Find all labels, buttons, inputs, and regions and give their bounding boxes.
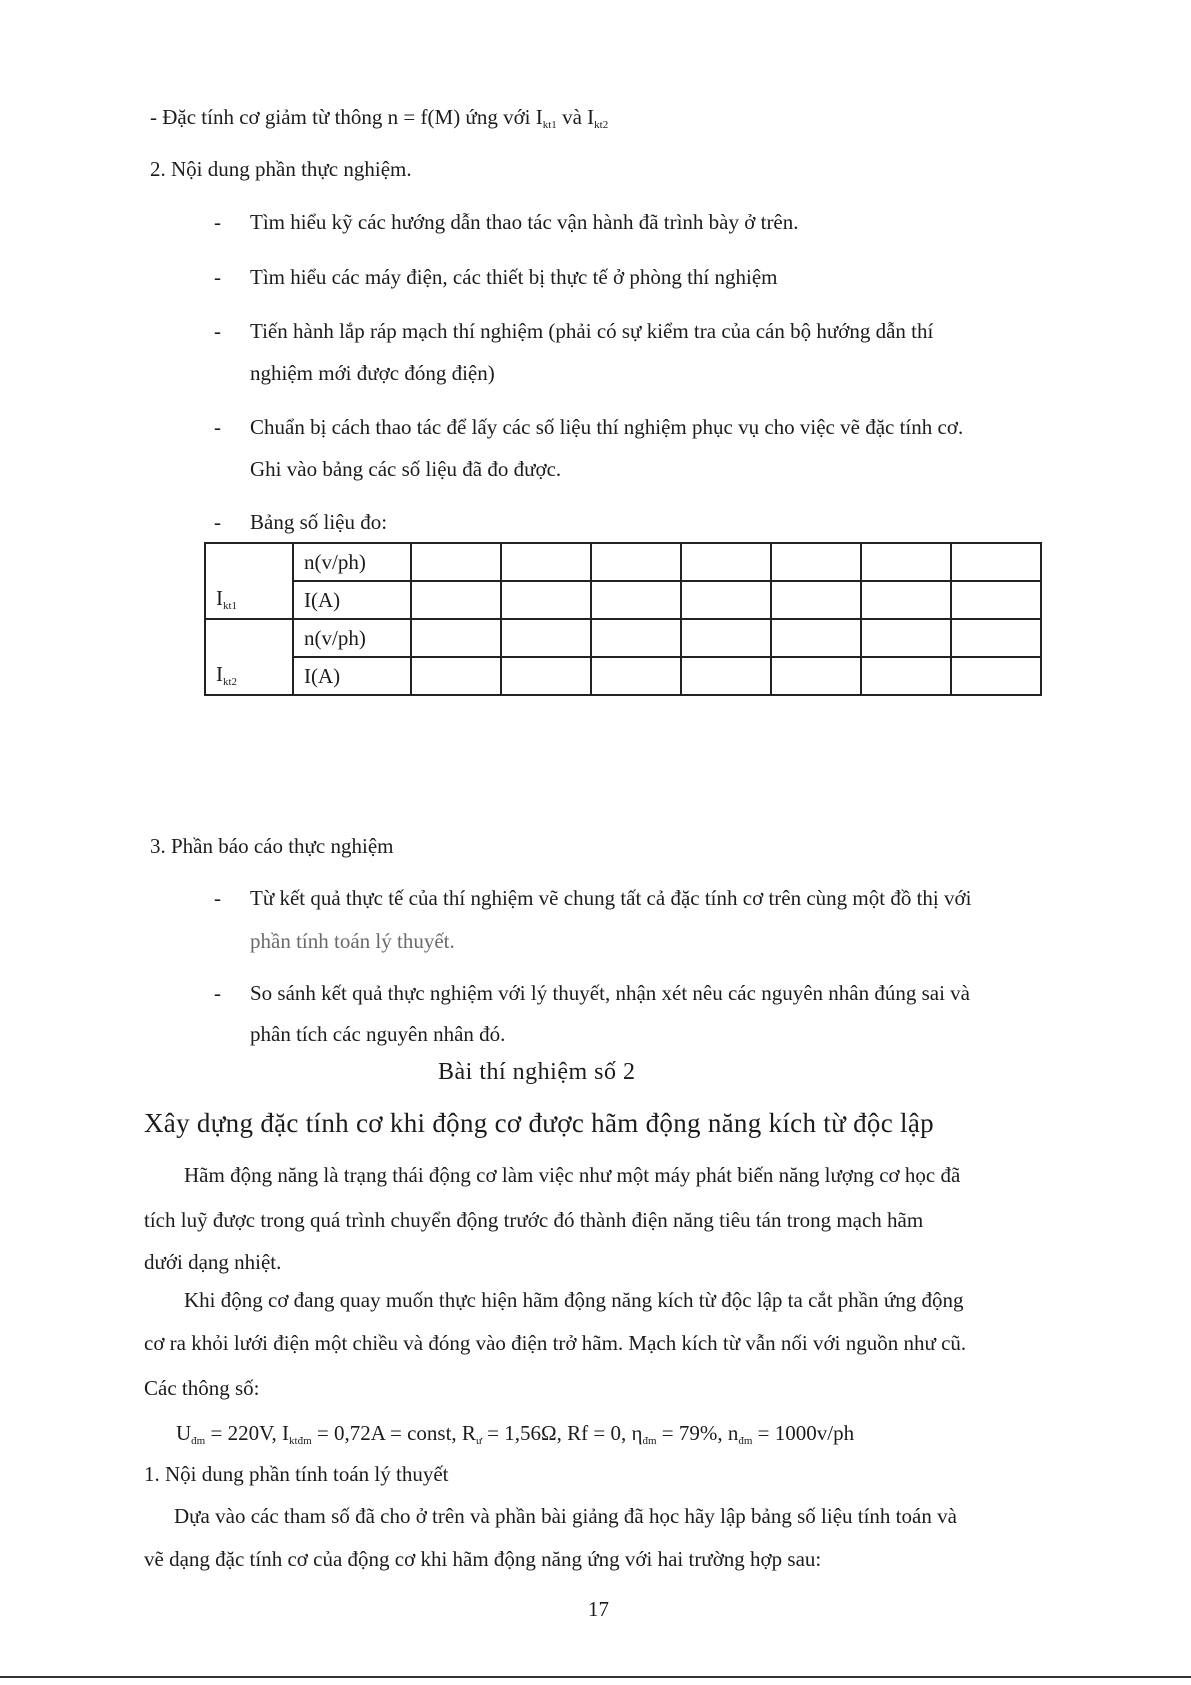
table-caption: Bảng số liệu đo: <box>250 510 388 534</box>
page-number: 17 <box>588 1597 609 1621</box>
group-label-kt2: $I_{kt2}$ <box>205 619 293 695</box>
value-cell <box>951 543 1041 581</box>
value-cell <box>501 619 591 657</box>
measurement-table <box>204 542 1042 696</box>
bullet-text: Chuẩn bị cách thao tác để lấy các số liệu thí nghiệm phục vụ cho việc vẽ đặc tính cơ. <box>250 415 964 439</box>
value-cell <box>861 619 951 657</box>
table-row <box>205 581 1041 619</box>
table-row <box>205 657 1041 695</box>
paragraph-line: dưới dạng nhiệt. <box>144 1250 282 1274</box>
param-cell: I(A) <box>293 581 411 619</box>
bullet-text: nghiệm mới được đóng điện) <box>250 361 495 385</box>
group-label-kt1: $I_{kt1}$ <box>205 543 293 619</box>
bullet-dash: - <box>214 415 221 439</box>
theory-heading: 1. Nội dung phần tính toán lý thuyết <box>144 1462 449 1486</box>
value-cell <box>681 581 771 619</box>
paragraph-line: Khi động cơ đang quay muốn thực hiện hãm động năng kích từ độc lập ta cắt phần ứng động <box>184 1288 964 1312</box>
value-cell <box>501 543 591 581</box>
paragraph-line: tích luỹ được trong quá trình chuyển động trước đó thành điện năng tiêu tán trong mạch hãm <box>144 1208 924 1232</box>
table-row <box>205 619 1041 657</box>
bullet-dash: - <box>214 981 221 1005</box>
value-cell <box>951 619 1041 657</box>
bullet-text: Từ kết quả thực tế của thí nghiệm vẽ chung tất cả đặc tính cơ trên cùng một đồ thị với <box>250 886 972 910</box>
value-cell <box>861 657 951 695</box>
value-cell <box>951 581 1041 619</box>
value-cell <box>771 543 861 581</box>
params-line: $U_{đm} = 220V$, $I_{ktđm} = 0,72A$ = const, $R_ư = 1,56\Omega$, Rf = 0, $\eta_{đm} = 79\%$, $n_{đm} = 1000v/ph$ <box>176 1421 855 1447</box>
value-cell <box>771 581 861 619</box>
lab-headline: Xây dựng đặc tính cơ khi động cơ được hãm động năng kích từ độc lập <box>144 1108 934 1138</box>
paragraph-line: vẽ dạng đặc tính cơ của động cơ khi hãm động năng ứng với hai trường hợp sau: <box>144 1547 822 1571</box>
bullet-text: phần tính toán lý thuyết. <box>250 929 455 953</box>
section-heading-experiment: 2. Nội dung phần thực nghiệm. <box>150 157 412 181</box>
value-cell <box>591 657 681 695</box>
params-label: Các thông số: <box>144 1376 260 1400</box>
value-cell <box>411 619 501 657</box>
bullet-text: phân tích các nguyên nhân đó. <box>250 1022 506 1046</box>
bullet-text: So sánh kết quả thực nghiệm với lý thuyết, nhận xét nêu các nguyên nhân đúng sai và <box>250 981 970 1005</box>
paragraph-line: Dựa vào các tham số đã cho ở trên và phần bài giảng đã học hãy lập bảng số liệu tính toán và <box>174 1504 957 1528</box>
paragraph-line: cơ ra khỏi lưới điện một chiều và đóng vào điện trở hãm. Mạch kích từ vẫn nối với nguồn như cũ. <box>144 1331 967 1355</box>
value-cell <box>861 543 951 581</box>
value-cell <box>591 619 681 657</box>
bullet-text: Tìm hiểu các máy điện, các thiết bị thực tế ở phòng thí nghiệm <box>250 265 778 289</box>
paragraph-line: Hãm động năng là trạng thái động cơ làm việc như một máy phát biến năng lượng cơ học đã <box>184 1163 961 1187</box>
characteristic-item: - Đặc tính cơ giảm từ thông n = f(M) ứng với $I_{kt1}$ và $I_{kt2}$ <box>150 105 609 131</box>
bullet-dash: - <box>214 319 221 343</box>
bullet-dash: - <box>214 886 221 910</box>
param-cell: n(v/ph) <box>293 619 411 657</box>
value-cell <box>681 619 771 657</box>
param-cell: I(A) <box>293 657 411 695</box>
value-cell <box>771 619 861 657</box>
bullet-dash: - <box>214 510 221 534</box>
bullet-dash: - <box>214 265 221 289</box>
section-heading-report: 3. Phần báo cáo thực nghiệm <box>150 834 394 858</box>
value-cell <box>681 543 771 581</box>
bullet-text: Ghi vào bảng các số liệu đã đo được. <box>250 457 562 481</box>
value-cell <box>411 581 501 619</box>
value-cell <box>771 657 861 695</box>
value-cell <box>951 657 1041 695</box>
value-cell <box>681 657 771 695</box>
page-bottom-rule <box>0 1676 1191 1678</box>
value-cell <box>501 657 591 695</box>
value-cell <box>411 543 501 581</box>
bullet-text: Tiến hành lắp ráp mạch thí nghiệm (phải có sự kiểm tra của cán bộ hướng dẫn thí <box>250 319 934 343</box>
bullet-text: Tìm hiểu kỹ các hướng dẫn thao tác vận hành đã trình bày ở trên. <box>250 210 799 234</box>
value-cell <box>591 581 681 619</box>
value-cell <box>411 657 501 695</box>
lab-title: Bài thí nghiệm số 2 <box>438 1059 636 1085</box>
value-cell <box>501 581 591 619</box>
bullet-dash: - <box>214 210 221 234</box>
value-cell <box>861 581 951 619</box>
value-cell <box>591 543 681 581</box>
param-cell: n(v/ph) <box>293 543 411 581</box>
table-row <box>205 543 1041 581</box>
